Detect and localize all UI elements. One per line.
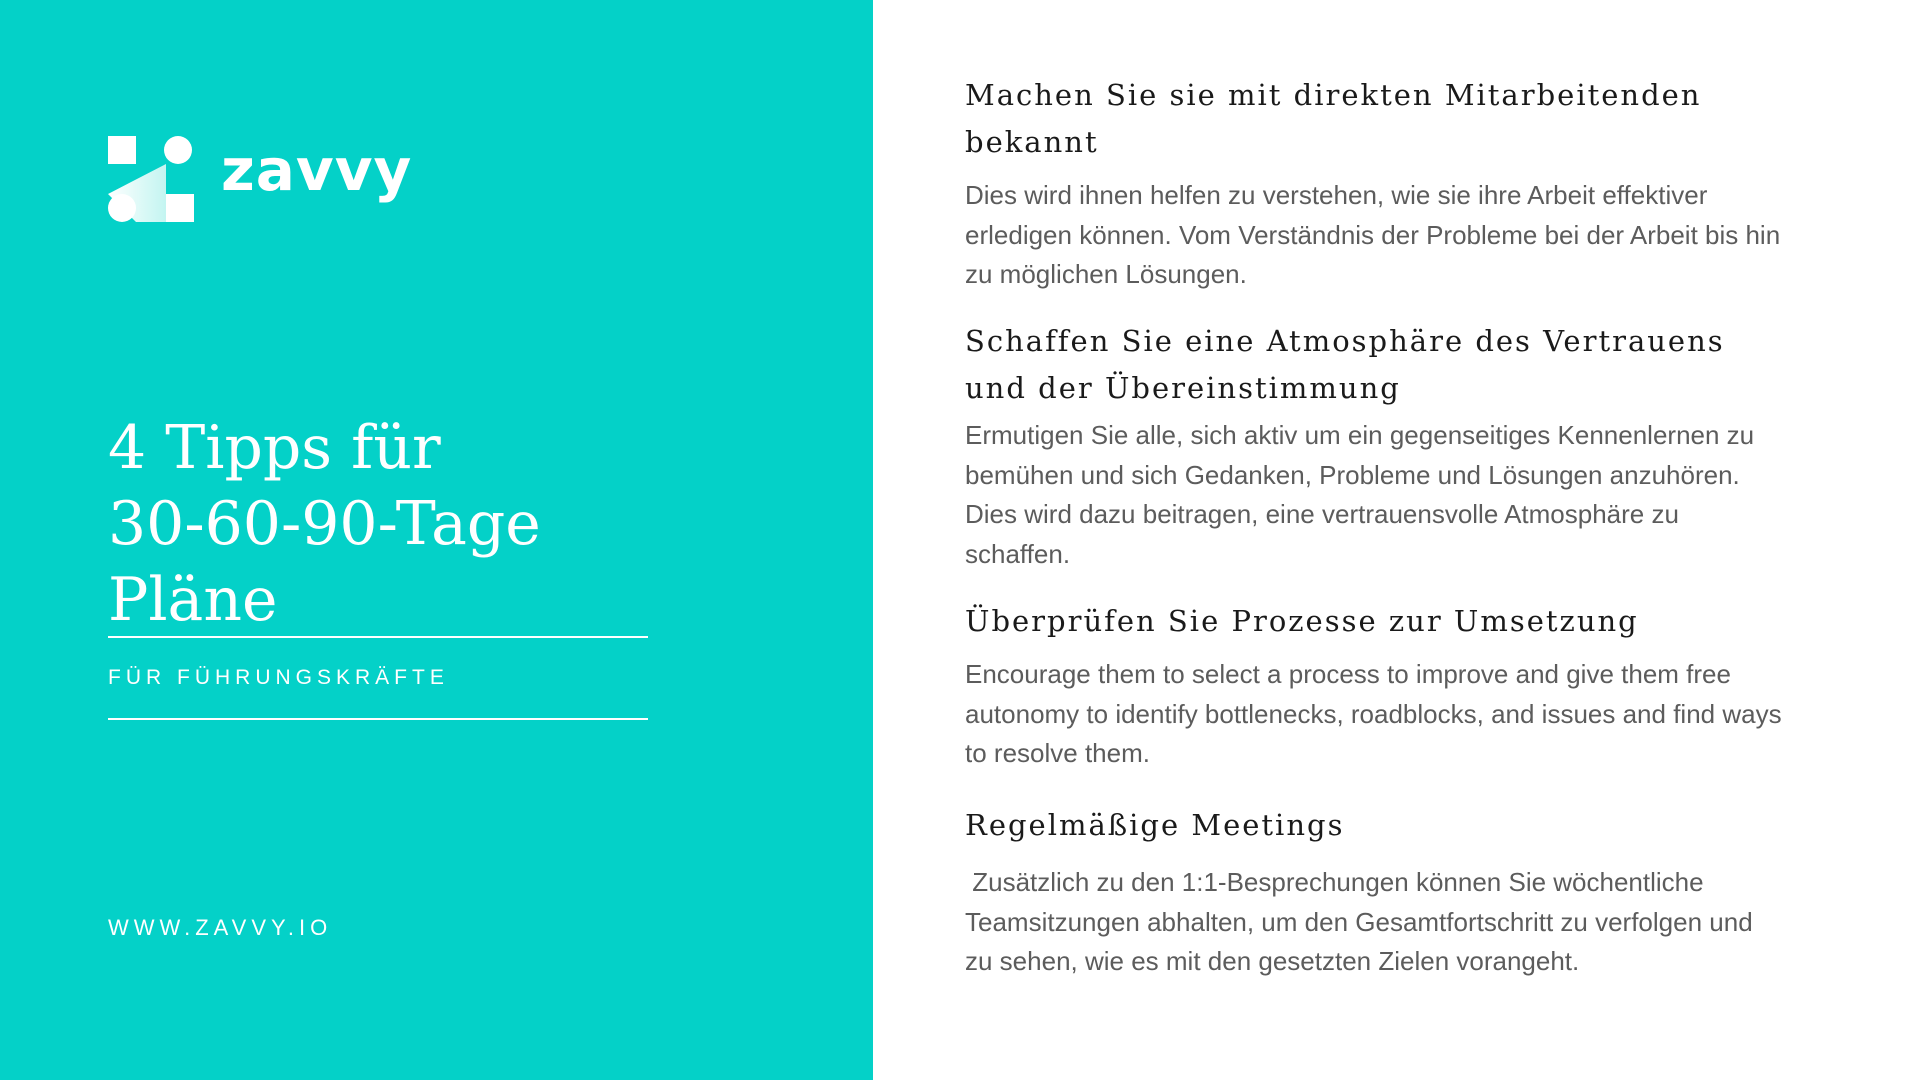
divider-top xyxy=(108,636,648,638)
website-url: WWW.ZAVVY.IO xyxy=(108,915,333,940)
zavvy-logo xyxy=(108,136,428,222)
tip-3-body: Encourage them to select a process to improve and give them free autonomy to identify bottlenecks, roadblocks, and issues and find ways to resolve them. xyxy=(965,659,1789,768)
zavvy-logo-icon xyxy=(108,136,194,222)
tip-4 xyxy=(965,802,1785,982)
tip-2-heading: Schaffen Sie eine Atmosphäre des Vertrauens und der Übereinstimmung xyxy=(965,324,1725,405)
divider-bottom xyxy=(108,718,648,720)
main-title xyxy=(108,410,668,638)
tip-2 xyxy=(965,318,1785,574)
title-line-2: 30-60-90-Tage xyxy=(108,489,541,559)
tip-4-body: Zusätzlich zu den 1:1-Besprechungen können Sie wöchentliche Teamsitzungen abhalten, um den Gesamtfortschritt zu verfolgen und zu sehen, wie es mit den gesetzten Zielen vorangeht. xyxy=(965,867,1760,976)
tip-3 xyxy=(965,598,1789,774)
tip-1 xyxy=(965,72,1788,295)
audience-label: FÜR FÜHRUNGSKRÄFTE xyxy=(108,666,449,689)
tip-1-heading: Machen Sie sie mit direkten Mitarbeitenden bekannt xyxy=(965,78,1702,159)
tips-panel xyxy=(873,0,1920,1080)
tip-1-body: Dies wird ihnen helfen zu verstehen, wie sie ihre Arbeit effektiver erledigen können. Vom Verständnis der Probleme bei der Arbeit bis hin zu möglichen Lösungen. xyxy=(965,180,1788,289)
tip-2-body: Ermutigen Sie alle, sich aktiv um ein gegenseitiges Kennenlernen zu bemühen und sich Gedanken, Probleme und Lösungen anzuhören. Dies wird dazu beitragen, eine vertrauensvolle Atmosphäre zu schaffen. xyxy=(965,420,1762,569)
brand-wordmark: zavvy xyxy=(221,136,413,204)
title-line-3: Pläne xyxy=(108,565,278,635)
left-panel xyxy=(0,0,873,1080)
tip-3-heading: Überprüfen Sie Prozesse zur Umsetzung xyxy=(965,604,1639,638)
title-line-1: 4 Tipps für xyxy=(108,413,441,483)
tip-4-heading: Regelmäßige Meetings xyxy=(965,808,1345,842)
